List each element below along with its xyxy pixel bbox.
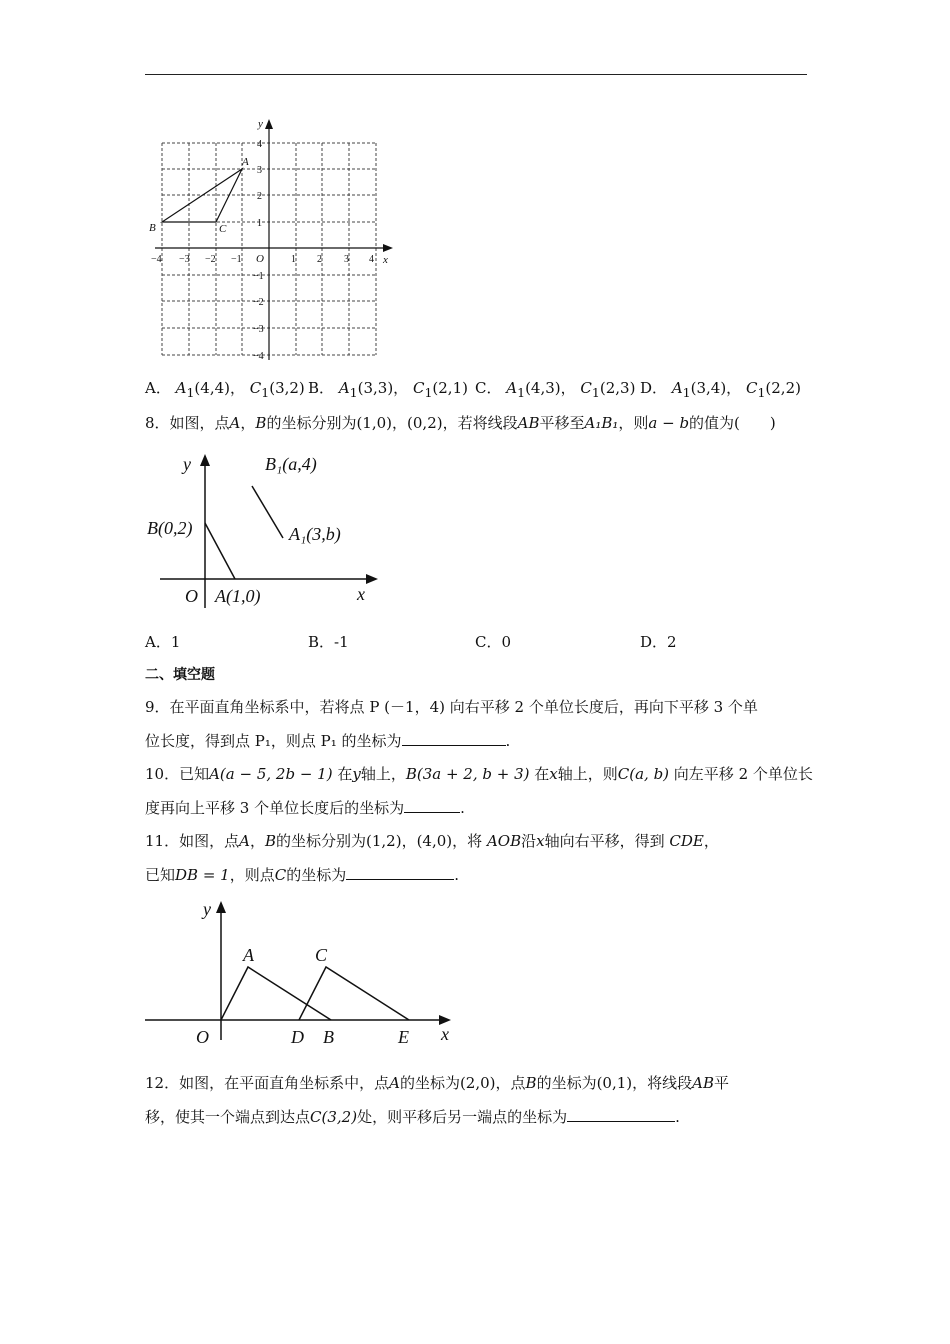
q9-line-2: 位长度，得到点 P₁，则点 P₁ 的坐标为 . — [145, 732, 511, 750]
q8-x-label: x — [357, 584, 365, 604]
q11-e-label: E — [398, 1027, 409, 1047]
q11-figure — [145, 895, 465, 1050]
q7-x-label: x — [383, 254, 388, 266]
q7-ytick: −2 — [253, 297, 264, 308]
q11-origin-label: O — [196, 1027, 209, 1047]
q7-origin-label: O — [256, 253, 264, 265]
q7-xtick: −2 — [205, 254, 216, 265]
q10-answer-blank[interactable] — [404, 798, 460, 813]
q7-xtick: −4 — [151, 254, 162, 265]
q7-point-a-label: A — [242, 156, 249, 168]
q7-y-label: y — [258, 118, 263, 130]
q11-triangle-cde — [299, 967, 409, 1020]
q8-option-a[interactable]: A．1 — [145, 633, 181, 651]
q8-a1-label: A₁(3,b) — [289, 524, 341, 544]
q7-ytick: 4 — [257, 139, 262, 150]
q8-question: 8．如图，点A，B的坐标分别为(1,0)，(0,2)，若将线段AB平移至A₁B₁，则a − b的值为( ) — [145, 414, 776, 432]
q7-option-c[interactable]: C． $A_1(4,3)$， $C_1(2,3)$ — [475, 379, 636, 400]
q8-segment-ab — [205, 523, 235, 579]
q11-x-label: x — [441, 1024, 449, 1044]
q12-line-1: 12．如图，在平面直角坐标系中，点A的坐标为(2,0)，点B的坐标为(0,1)，将线段AB平 — [145, 1074, 730, 1092]
q7-point-b-label: B — [149, 222, 156, 234]
q8-origin-label: O — [185, 586, 198, 606]
q9-answer-blank[interactable] — [402, 731, 506, 746]
q7-ytick: 3 — [257, 165, 262, 176]
q8-option-d[interactable]: D．2 — [640, 633, 677, 651]
header-rule — [145, 74, 807, 75]
q7-xtick: 4 — [369, 254, 374, 265]
q11-line-1: 11．如图，点A，B的坐标分别为(1,2)，(4,0)，将 AOB沿x轴向右平移，得到 CDE， — [145, 832, 719, 850]
q10-line-1: 10．已知A(a − 5, 2b − 1) 在y轴上，B(3a + 2, b + 3) 在x轴上，则C(a, b) 向左平移 2 个单位长 — [145, 765, 813, 783]
q11-a-label: A — [243, 945, 254, 965]
q7-xtick: −1 — [231, 254, 242, 265]
q7-option-b[interactable]: B． $A_1(3,3)$， $C_1(2,1)$ — [308, 379, 468, 400]
q7-ytick: −1 — [253, 271, 264, 282]
q11-triangle-aob — [221, 967, 331, 1020]
q7-xtick: 2 — [317, 254, 322, 265]
q8-option-c[interactable]: C．0 — [475, 633, 512, 651]
q7-point-c-label: C — [219, 223, 227, 235]
q7-xtick: 3 — [344, 254, 349, 265]
q9-line-1: 9．在平面直角坐标系中，若将点 P (－1，4) 向右平移 2 个单位长度后，再向下平移 3 个单 — [145, 698, 758, 716]
q8-y-label: y — [183, 454, 191, 474]
q7-xtick: −3 — [179, 254, 190, 265]
section-title-fill-blank: 二、填空题 — [145, 667, 215, 683]
q11-y-label: y — [203, 899, 211, 919]
q10-line-2: 度再向上平移 3 个单位长度后的坐标为 . — [145, 799, 465, 817]
q7-option-a[interactable]: A． $A_1(4,4)$， $C_1(3,2)$ — [145, 379, 305, 400]
q7-ytick: −3 — [253, 324, 264, 335]
q8-a-label: A(1,0) — [215, 586, 261, 606]
q11-b-label: B — [323, 1027, 334, 1047]
q7-xtick: 1 — [291, 254, 296, 265]
q7-option-d[interactable]: D． $A_1(3,4)$， $C_1(2,2)$ — [640, 379, 801, 400]
q11-d-label: D — [291, 1027, 304, 1047]
q8-option-b[interactable]: B．-1 — [308, 633, 349, 651]
q12-answer-blank[interactable] — [567, 1107, 675, 1122]
q11-answer-blank[interactable] — [346, 865, 454, 880]
q7-ytick: −4 — [253, 351, 264, 362]
q12-line-2: 移，使其一个端点到达点C(3,2)处，则平移后另一端点的坐标为 . — [145, 1108, 680, 1126]
q8-figure — [145, 448, 385, 618]
q7-ytick: 1 — [257, 218, 262, 229]
q8-b-label: B(0,2) — [147, 518, 193, 538]
q8-segment-a1b1 — [252, 486, 283, 538]
q8-b1-label: B₁(a,4) — [265, 454, 317, 474]
q11-c-label: C — [315, 945, 328, 965]
q7-grid-figure — [145, 115, 395, 365]
q11-line-2: 已知DB = 1，则点C的坐标为 . — [145, 866, 460, 884]
q7-ytick: 2 — [257, 191, 262, 202]
